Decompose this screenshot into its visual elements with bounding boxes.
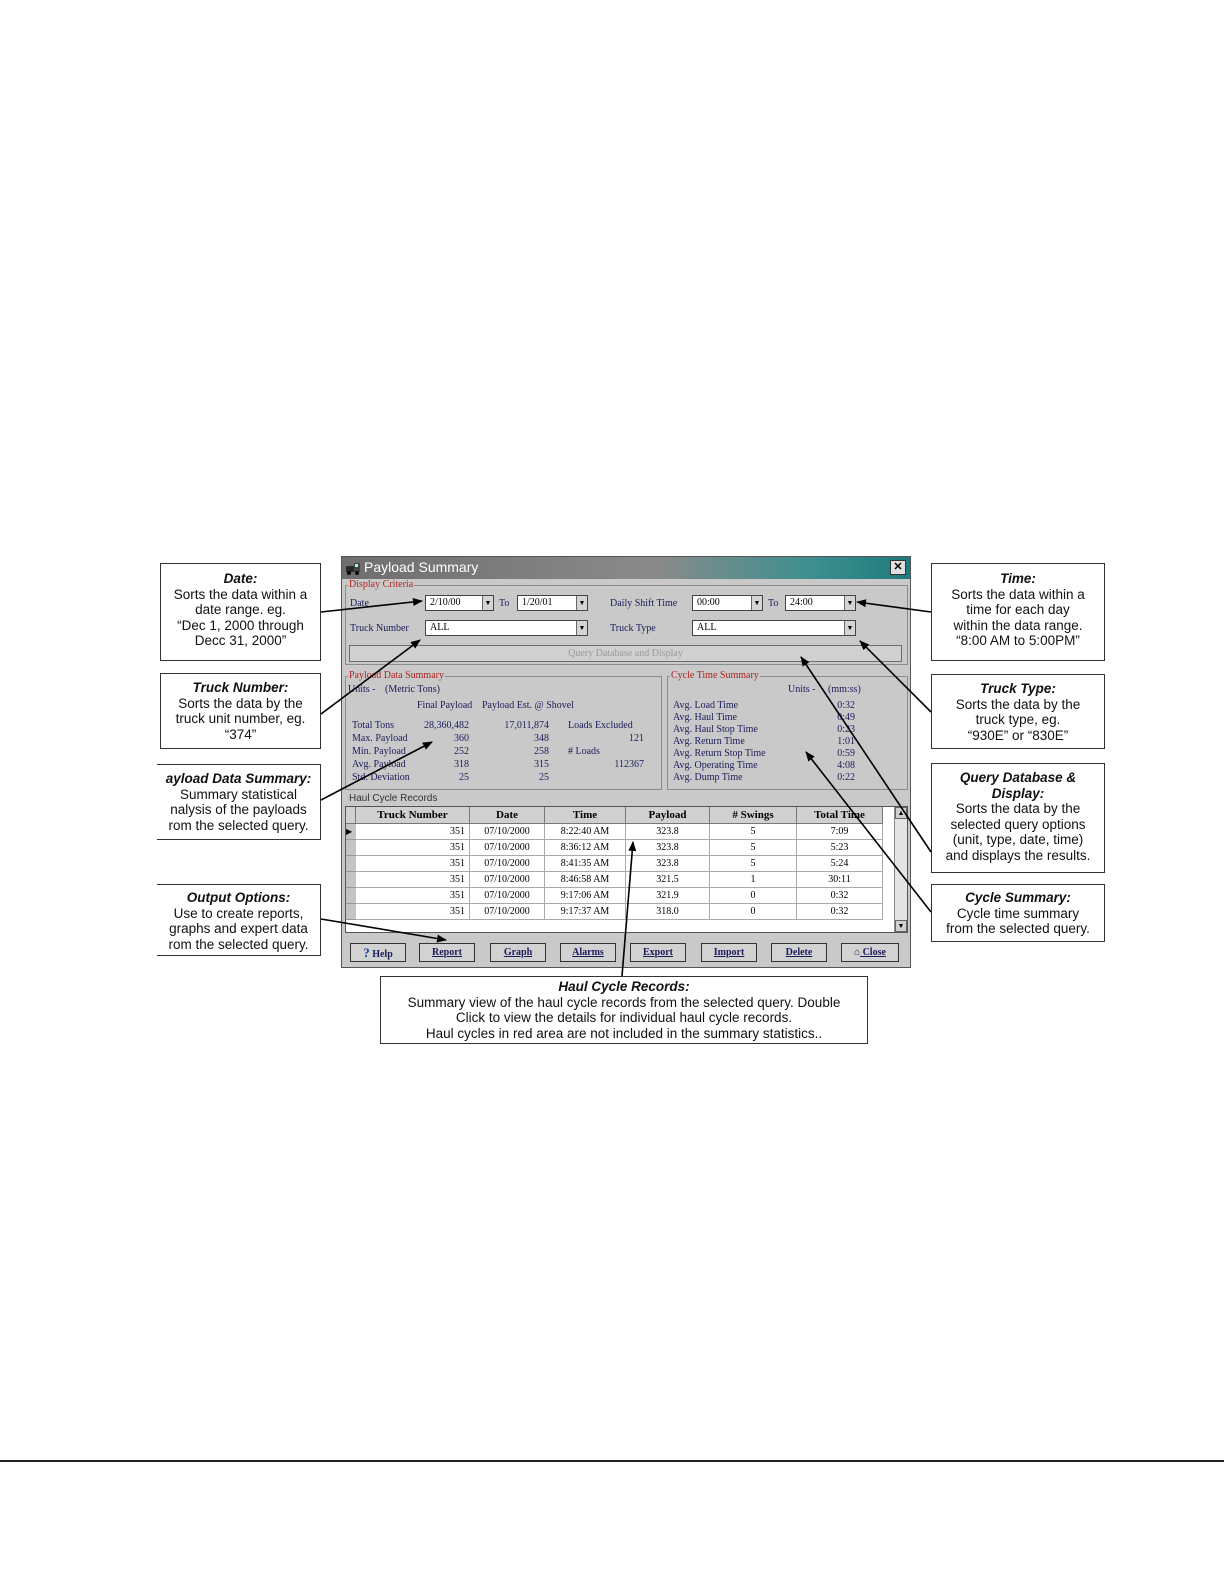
- payload-est-value: 25: [539, 772, 549, 783]
- callout-body: Use to create reports, graphs and expert data rom the selected query.: [168, 905, 309, 952]
- chevron-down-icon[interactable]: ▼: [482, 596, 493, 610]
- cycle-row-label: Avg. Haul Time: [673, 712, 737, 723]
- callout-payload-summary: [157, 764, 321, 840]
- callout-title: ayload Data Summary:: [165, 771, 312, 786]
- callout-title: Output Options:: [186, 890, 291, 905]
- loads-label: # Loads: [568, 746, 600, 757]
- table-cell[interactable]: 9:17:06 AM: [545, 888, 626, 904]
- table-cell[interactable]: 07/10/2000: [470, 840, 545, 856]
- shift-to-combo[interactable]: [785, 595, 856, 611]
- table-cell[interactable]: 323.8: [626, 840, 710, 856]
- chevron-down-icon[interactable]: ▼: [576, 596, 587, 610]
- table-cell[interactable]: 0: [710, 888, 797, 904]
- table-cell[interactable]: 5:23: [797, 840, 883, 856]
- close-button-label: Close: [862, 947, 886, 958]
- table-cell[interactable]: 07/10/2000: [470, 888, 545, 904]
- payload-final-value: 28,360,482: [424, 720, 469, 731]
- payload-est-value: 17,011,874: [504, 720, 549, 731]
- date-to-value: 1/20/01: [522, 597, 553, 608]
- payload-row-label: Max. Payload: [352, 733, 408, 744]
- callout-body: Summary statistical nalysis of the payloads rom the selected query.: [168, 786, 309, 833]
- display-criteria-label: Display Criteria: [349, 579, 414, 590]
- chevron-down-icon[interactable]: ▼: [576, 621, 587, 635]
- scroll-down-icon[interactable]: ▼: [895, 920, 907, 932]
- payload-est-value: 258: [534, 746, 549, 757]
- page-divider: [0, 1460, 1224, 1462]
- callout-truck-number: [160, 673, 321, 749]
- payload-est-value: 348: [534, 733, 549, 744]
- alarms-button[interactable]: Alarms: [560, 943, 616, 962]
- final-payload-header: Final Payload: [417, 700, 473, 711]
- cycle-row-value: 0:23: [837, 724, 855, 735]
- date-to-label: To: [499, 598, 510, 609]
- payload-final-value: 25: [459, 772, 469, 783]
- question-mark-icon: ?: [363, 945, 370, 960]
- report-button[interactable]: Report: [419, 943, 475, 962]
- shift-time-label: Daily Shift Time: [610, 598, 678, 609]
- row-selector-current[interactable]: ▶: [346, 824, 356, 840]
- table-cell[interactable]: 351: [356, 840, 470, 856]
- table-cell[interactable]: 0: [710, 904, 797, 920]
- chevron-down-icon[interactable]: ▼: [844, 596, 855, 610]
- payload-units: (Metric Tons): [385, 684, 440, 695]
- row-selector[interactable]: [346, 888, 356, 904]
- loads-value: 112367: [614, 759, 644, 770]
- payload-summary-window: [341, 556, 911, 968]
- table-cell[interactable]: 9:17:37 AM: [545, 904, 626, 920]
- table-cell[interactable]: 30:11: [797, 872, 883, 888]
- table-cell[interactable]: 7:09: [797, 824, 883, 840]
- table-cell[interactable]: 351: [356, 904, 470, 920]
- table-cell[interactable]: 318.0: [626, 904, 710, 920]
- callout-truck-type: [931, 674, 1105, 749]
- table-cell[interactable]: 07/10/2000: [470, 872, 545, 888]
- callout-haul-records: [380, 976, 868, 1044]
- column-header-payload[interactable]: Payload: [626, 807, 710, 824]
- cycle-row-label: Avg. Haul Stop Time: [673, 724, 758, 735]
- chevron-down-icon[interactable]: ▼: [751, 596, 762, 610]
- payload-summary-label: Payload Data Summary: [349, 670, 444, 681]
- door-icon: ⌂: [854, 947, 861, 958]
- payload-final-value: 360: [454, 733, 469, 744]
- callout-time: [931, 563, 1105, 661]
- row-selector[interactable]: [346, 872, 356, 888]
- shift-to-value: 24:00: [790, 597, 813, 608]
- table-cell[interactable]: 8:22:40 AM: [545, 824, 626, 840]
- loads-excluded-label: Loads Excluded: [568, 720, 633, 731]
- cycle-row-value: 0:49: [837, 712, 855, 723]
- cycle-row-value: 0:32: [837, 700, 855, 711]
- table-cell[interactable]: 8:36:12 AM: [545, 840, 626, 856]
- payload-final-value: 318: [454, 759, 469, 770]
- callout-title: Time:: [1000, 571, 1036, 586]
- truck-number-combo[interactable]: [425, 620, 588, 636]
- table-cell[interactable]: 5: [710, 856, 797, 872]
- table-cell[interactable]: 1: [710, 872, 797, 888]
- column-header-time[interactable]: Time: [545, 807, 626, 824]
- callout-title: Haul Cycle Records:: [558, 979, 690, 994]
- truck-type-value: ALL: [697, 622, 717, 633]
- close-window-button[interactable]: ✕: [890, 560, 906, 575]
- callout-body: Sorts the data within a date range. eg. “Dec 1, 2000 through Decc 31, 2000”: [173, 586, 308, 648]
- row-selector[interactable]: [346, 840, 356, 856]
- table-cell[interactable]: 351: [356, 888, 470, 904]
- table-cell[interactable]: 07/10/2000: [470, 856, 545, 872]
- cycle-row-value: 4:08: [837, 760, 855, 771]
- payload-row-label: Min. Payload: [352, 746, 406, 757]
- table-cell[interactable]: 8:46:58 AM: [545, 872, 626, 888]
- truck-app-icon: [345, 560, 361, 576]
- table-cell[interactable]: 351: [356, 856, 470, 872]
- table-cell[interactable]: 351: [356, 872, 470, 888]
- shift-from-combo[interactable]: [692, 595, 763, 611]
- cycle-row-label: Avg. Dump Time: [673, 772, 743, 783]
- row-selector[interactable]: [346, 856, 356, 872]
- help-button-label: Help: [372, 949, 393, 960]
- shift-to-label: To: [768, 598, 779, 609]
- cycle-units: (mm:ss): [828, 684, 861, 695]
- export-button[interactable]: Export: [630, 943, 686, 962]
- payload-units-label: Units -: [348, 684, 376, 695]
- cycle-row-label: Avg. Operating Time: [673, 760, 758, 771]
- table-cell[interactable]: 351: [356, 824, 470, 840]
- callout-body: Sorts the data by the truck unit number, eg. “374”: [175, 695, 306, 742]
- callout-date: [160, 563, 321, 661]
- cycle-row-value: 0:59: [837, 748, 855, 759]
- cycle-row-label: Avg. Return Stop Time: [673, 748, 766, 759]
- truck-number-label: Truck Number: [350, 623, 409, 634]
- truck-type-combo[interactable]: [692, 620, 856, 636]
- callout-title: Query Database & Display:: [959, 770, 1077, 801]
- grid-corner: [346, 807, 356, 824]
- truck-number-value: ALL: [430, 622, 450, 633]
- callout-cycle-summary: [931, 884, 1105, 942]
- payload-final-value: 252: [454, 746, 469, 757]
- cycle-row-value: 0:22: [837, 772, 855, 783]
- window-title: Payload Summary: [364, 559, 479, 575]
- callout-body: Sorts the data by the selected query options (unit, type, date, time) and displays the results.: [945, 801, 1091, 863]
- callout-title: Date:: [223, 571, 258, 586]
- output-options-bar: [342, 937, 910, 967]
- cycle-row-label: Avg. Return Time: [673, 736, 745, 747]
- payload-est-header: Payload Est. @ Shovel: [482, 700, 574, 711]
- chevron-down-icon[interactable]: ▼: [844, 621, 855, 635]
- column-header-total-time[interactable]: Total Time: [797, 807, 883, 824]
- table-cell[interactable]: 5:24: [797, 856, 883, 872]
- loads-excluded-value: 121: [629, 733, 644, 744]
- import-button[interactable]: Import: [701, 943, 757, 962]
- cycle-summary-label: Cycle Time Summary: [671, 670, 759, 681]
- table-cell[interactable]: 07/10/2000: [470, 904, 545, 920]
- row-selector[interactable]: [346, 904, 356, 920]
- scroll-up-icon[interactable]: ▲: [895, 807, 907, 819]
- callout-body: Sorts the data within a time for each day within the data range. “8:00 AM to 5:00PM”: [951, 586, 1085, 648]
- table-cell[interactable]: 321.9: [626, 888, 710, 904]
- callout-title: Cycle Summary:: [965, 890, 1071, 905]
- payload-est-value: 315: [534, 759, 549, 770]
- payload-row-label: Total Tons: [352, 720, 395, 731]
- callout-title: Truck Number:: [192, 680, 289, 695]
- table-cell[interactable]: 5: [710, 840, 797, 856]
- date-from-combo[interactable]: [425, 595, 494, 611]
- table-cell[interactable]: 0:32: [797, 904, 883, 920]
- cycle-row-value: 1:01: [837, 736, 855, 747]
- table-cell[interactable]: 321.5: [626, 872, 710, 888]
- callout-body: Summary view of the haul cycle records from the selected query. Double Click to view the details for individual haul cycle records. Haul cycles in red area are not included in the summary statistics..: [407, 994, 841, 1041]
- callout-body: Cycle time summary from the selected query.: [946, 905, 1090, 936]
- payload-row-label: Avg. Payload: [352, 759, 406, 770]
- query-database-button[interactable]: Query Database and Display: [349, 645, 902, 662]
- table-cell[interactable]: 5: [710, 824, 797, 840]
- callout-body: Sorts the data by the truck type, eg. “930E” or “830E”: [955, 696, 1081, 743]
- vertical-scrollbar[interactable]: [894, 807, 907, 932]
- help-button[interactable]: [350, 943, 406, 962]
- table-cell[interactable]: 0:32: [797, 888, 883, 904]
- callout-output-options: [157, 884, 321, 956]
- table-cell[interactable]: 323.8: [626, 856, 710, 872]
- date-to-combo[interactable]: [517, 595, 588, 611]
- graph-button[interactable]: Graph: [490, 943, 546, 962]
- shift-from-value: 00:00: [697, 597, 720, 608]
- table-cell[interactable]: 323.8: [626, 824, 710, 840]
- cycle-units-label: Units -: [788, 684, 816, 695]
- column-header-truck-number[interactable]: Truck Number: [356, 807, 470, 824]
- close-button[interactable]: [841, 943, 899, 962]
- date-from-value: 2/10/00: [430, 597, 461, 608]
- table-cell[interactable]: 07/10/2000: [470, 824, 545, 840]
- haul-records-grid[interactable]: [345, 806, 908, 933]
- truck-type-label: Truck Type: [610, 623, 656, 634]
- delete-button[interactable]: Delete: [771, 943, 827, 962]
- table-cell[interactable]: 8:41:35 AM: [545, 856, 626, 872]
- date-label: Date: [350, 598, 369, 609]
- haul-records-label: Haul Cycle Records: [349, 793, 438, 804]
- callout-title: Truck Type:: [980, 681, 1056, 696]
- cycle-row-label: Avg. Load Time: [673, 700, 739, 711]
- title-bar[interactable]: [342, 557, 910, 579]
- callout-query: [931, 763, 1105, 873]
- payload-row-label: Std. Deviation: [352, 772, 410, 783]
- column-header-date[interactable]: Date: [470, 807, 545, 824]
- column-header-swings[interactable]: # Swings: [710, 807, 797, 824]
